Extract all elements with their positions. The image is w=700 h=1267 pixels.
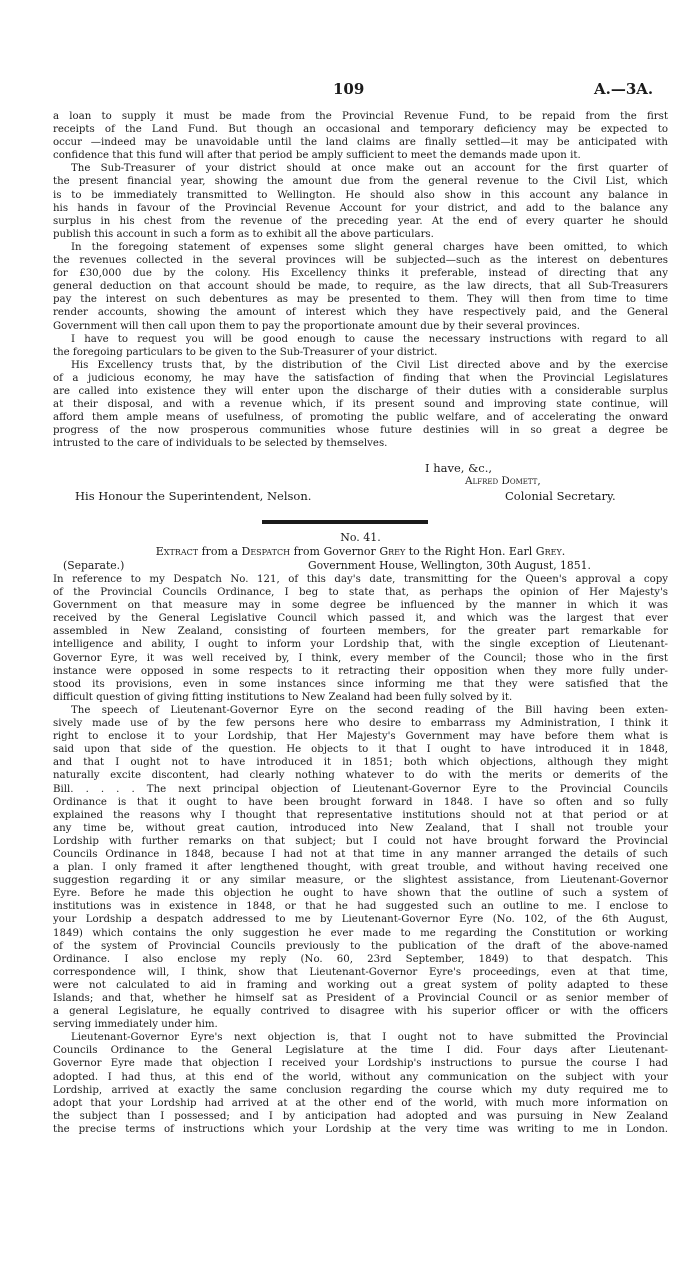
- text-line: surplus in his chest from the revenue of the preceding year. At the end of every quarter he should: [53, 215, 668, 227]
- text-line: are called into existence they will enter upon the discharge of their duties with a considerable surplus: [53, 385, 668, 397]
- paragraph: [53, 110, 668, 162]
- text-line: receipts of the Land Fund. But though an occasional and temporary deficiency may be expected to: [53, 124, 668, 136]
- despatch-body: [53, 573, 668, 1136]
- paragraph: [53, 241, 668, 333]
- addressee: His Honour the Superintendent, Nelson.: [75, 489, 312, 503]
- text-line: the subject than I possessed; and I by anticipation had adopted and was pursuing in New Zealand: [53, 1110, 668, 1122]
- text-line: assembled in New Zealand, consisting of fourteen members, for the greater part remarkable for: [53, 626, 668, 638]
- text-line: Governor Eyre, it was well received by, I think, every member of the Council; those who in the first: [53, 652, 668, 664]
- text-line: Ordinance is that it ought to have been brought forward in 1848. I have so often and so fully: [53, 796, 668, 808]
- despatch-section: [53, 530, 668, 573]
- text-line: suggestion regarding it or any similar measure, or the slightest assistance, from Lieutenant-Governor: [53, 875, 668, 887]
- text-line: a loan to supply it must be made from the Provincial Revenue Fund, to be repaid from the first: [53, 111, 668, 122]
- page-number: 109: [333, 80, 365, 98]
- text-line: any time be, without great caution, introduced into New Zealand, that I shall not trouble your: [53, 822, 668, 834]
- text-line: progress of the now prosperous communities whose future destinies will in so great a degree be: [53, 425, 668, 437]
- letter-closing: [53, 461, 668, 504]
- heading-part: Despatch: [241, 545, 291, 558]
- closing-salutation: I have, &c.,: [425, 461, 493, 475]
- heading-part: Extract: [155, 545, 199, 558]
- text-line: your Lordship a despatch addressed to me by Lieutenant-Governor Eyre (No. 102, of the 6th August,: [53, 914, 668, 926]
- paragraph: [53, 162, 668, 241]
- text-line: serving immediately under him.: [53, 1019, 218, 1031]
- text-line: intrusted to the care of individuals to be selected by themselves.: [53, 438, 388, 450]
- text-line: said upon that side of the question. He objects to it that I ought to have introduced it in 1848,: [53, 744, 668, 756]
- dateline-row: [53, 559, 668, 573]
- text-line: Lordship, arrived at exactly the same conclusion regarding the course which my duty required me to: [53, 1084, 668, 1096]
- closing-row: [53, 461, 668, 475]
- text-line: difficult question of giving fitting institutions to New Zealand had been fully solved by it.: [53, 691, 513, 703]
- text-line: I have to request you will be good enough to cause the necessary instructions with regard to all: [71, 333, 668, 345]
- text-line: general deduction on that account should be made, to require, as the law directs, that all Sub-Treasurers: [53, 281, 668, 293]
- text-line: Ordinance. I also enclose my reply (No. 60, 23rd September, 1849) to that despatch. This: [53, 953, 668, 965]
- text-line: Lieutenant-Governor Eyre's next objection is, that I ought not to have submitted the Provincial: [71, 1032, 668, 1044]
- closing-row: [53, 488, 668, 504]
- text-line: 1849) which contains the only suggestion he ever made to me regarding the Constitution or working: [53, 927, 668, 939]
- heading-part: from a: [198, 545, 242, 558]
- text-line: received by the General Legislative Council which passed it, and which was the largest that ever: [53, 613, 668, 625]
- heading-part: Grey: [535, 545, 562, 558]
- paragraph: [53, 573, 668, 704]
- dateline: Government House, Wellington, 30th August, 1851.: [308, 559, 591, 572]
- section-heading: [53, 545, 668, 559]
- text-line: and that I ought not to have introduced it in 1851; both which objections, although they might: [53, 757, 668, 769]
- heading-part: to the Right Hon. Earl: [405, 545, 536, 558]
- text-line: Lordship with further remarks on that subject; but I could not have brought forward the Provincial: [53, 835, 668, 847]
- text-line: intelligence and ability, I ought to inform your Lordship that, with the single exception of Lieutenant-: [53, 639, 668, 651]
- paper-reference: A.—3A.: [594, 80, 654, 98]
- text-line: explained the reasons why I thought that representative institutions should not at that period or at: [53, 809, 668, 821]
- text-line: his hands in favour of the Provincial Revenue Account for your district, and add to the balance any: [53, 202, 668, 214]
- text-line: stood its provisions, even in some instances since informing me that they were satisfied that the: [53, 678, 668, 690]
- text-line: right to enclose it to your Lordship, that Her Majesty's Government may have before them what is: [53, 731, 668, 743]
- letter-body: [53, 110, 668, 450]
- text-line: render accounts, showing the amount of interest which they have respectively paid, and the General: [53, 307, 668, 319]
- closing-row: [53, 475, 668, 488]
- text-line: Eyre. Before he made this objection he ought to have shown that the outline of such a system of: [53, 888, 668, 900]
- text-line: occur —indeed may be unavoidable until the land claims are finally settled—it may be anticipated with: [53, 137, 668, 149]
- text-line: the foregoing particulars to be given to the Sub-Treasurer of your district.: [53, 346, 438, 358]
- signatory-name: Alfred Domett,: [465, 475, 541, 487]
- heading-part: from Governor: [290, 545, 380, 558]
- heading-part: Grey: [379, 545, 406, 558]
- section-number: No. 41.: [340, 531, 381, 544]
- text-line: adopt that your Lordship had arrived at at the other end of the world, with much more information on: [53, 1097, 668, 1109]
- separate-label: (Separate.): [63, 559, 125, 572]
- text-line: Councils Ordinance in 1848, because I had not at that time in any manner arranged the details of such: [53, 848, 668, 860]
- text-line: instance were opposed in some respects to it retracting their opposition when they more fully under-: [53, 665, 668, 677]
- text-line: correspondence will, I think, show that Lieutenant-Governor Eyre's proceedings, even at that time,: [53, 966, 668, 978]
- text-line: Government on that measure may in some degree be influenced by the manner in which it was: [53, 600, 668, 612]
- text-line: The Sub-Treasurer of your district should at once make out an account for the first quarter of: [71, 163, 668, 175]
- text-line: of the system of Provincial Councils previously to the publication of the draft of the above-named: [53, 940, 668, 952]
- text-line: at their disposal, and with a revenue which, if its present sound and improving state continue, will: [53, 399, 668, 411]
- text-line: the present financial year, showing the amount due from the general revenue to the Civil List, which: [53, 176, 668, 188]
- paragraph: [53, 359, 668, 451]
- signatory-title: Colonial Secretary.: [505, 489, 616, 503]
- text-line: In reference to my Despatch No. 121, of this day's date, transmitting for the Queen's approval a copy: [53, 574, 668, 585]
- paragraph: [53, 333, 668, 359]
- text-line: adopted. I had thus, at this end of the world, without any communication on the subject with your: [53, 1071, 668, 1083]
- section-divider: [262, 520, 428, 524]
- text-line: of a judicious economy, he may have the satisfaction of finding that when the Provincial Legislatures: [53, 372, 668, 384]
- text-line: of the Provincial Councils Ordinance, I beg to state that, as perhaps the opinion of Her Majesty's: [53, 587, 668, 599]
- text-line: Bill. . . . . The next principal objection of Lieutenant-Governor Eyre to the Provincial Councils: [53, 783, 668, 795]
- heading-part: .: [561, 545, 566, 558]
- text-line: pay the interest on such debentures as may be presented to them. They will then from time to time: [53, 294, 668, 306]
- text-line: Councils Ordinance to the General Legislature at the time I did. Four days after Lieutenant-: [53, 1045, 668, 1057]
- text-line: the precise terms of instructions which your Lordship at the very time was writing to me in London.: [53, 1123, 668, 1135]
- text-line: sively made use of by the few persons here who desire to embarrass my Administration, I think it: [53, 718, 668, 730]
- text-line: institutions was in existence in 1848, or that he had suggested such an outline to me. I enclose to: [53, 901, 668, 913]
- paragraph: [53, 1031, 668, 1136]
- text-line: The speech of Lieutenant-Governor Eyre on the second reading of the Bill having been exten-: [71, 704, 668, 716]
- text-line: were not calculated to aid in framing and working out a great system of polity adapted to these: [53, 979, 668, 991]
- text-line: naturally excite discontent, had clearly nothing whatever to do with the merits or demerits of the: [53, 770, 668, 782]
- text-line: is to be immediately transmitted to Wellington. He should also show in this account any balance in: [53, 189, 668, 201]
- text-line: a general Legislature, he equally contrived to disagree with his superior officer or with the officers: [53, 1006, 668, 1018]
- text-line: His Excellency trusts that, by the distribution of the Civil List directed above and by the exercise: [71, 359, 668, 371]
- text-line: publish this account in such a form as to exhibit all the above particulars.: [53, 228, 434, 240]
- text-line: In the foregoing statement of expenses some slight general charges have been omitted, to which: [71, 241, 668, 253]
- text-line: confidence that this fund will after that period be amply sufficient to meet the demands made upon it.: [53, 150, 581, 162]
- text-line: the revenues collected in the several provinces will be subjected—such as the interest on debentures: [53, 255, 668, 267]
- text-line: Government will then call upon them to pay the proportionate amount due by their several provinces.: [53, 320, 580, 332]
- text-line: a plan. I only framed it after lengthened thought, with great trouble, and without having received one: [53, 862, 668, 874]
- text-line: Islands; and that, whether he himself sat as President of a Provincial Council or as senior member of: [53, 993, 668, 1004]
- paragraph: [53, 704, 668, 1031]
- text-line: Governor Eyre made that objection I received your Lordship's instructions to pursue the course I had: [53, 1058, 668, 1070]
- text-line: afford them ample means of usefulness, of promoting the public welfare, and of accelerating the onward: [53, 412, 668, 424]
- text-line: for £30,000 due by the colony. His Excellency thinks it preferable, instead of directing that any: [53, 268, 668, 280]
